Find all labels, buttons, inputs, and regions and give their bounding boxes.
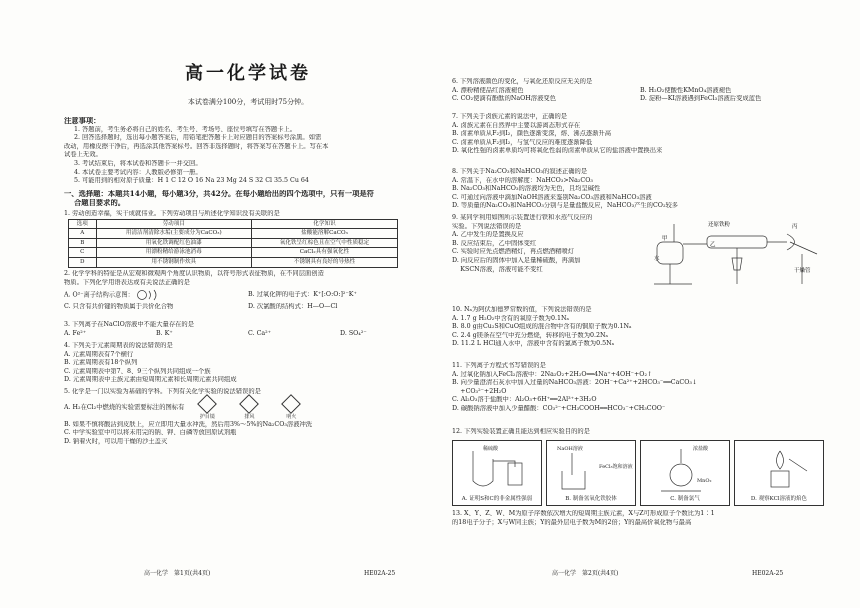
option-d: D. 钠着火时，可以用干燥的沙土盖灭	[64, 437, 168, 445]
option-a: A. 常温下，在水中的溶解度：NaHCO₃>Na₂CO₃	[452, 176, 593, 184]
footer-page-label: 高一化学 第2页(共4页)	[552, 570, 619, 577]
apparatus-a-drawing	[453, 441, 543, 497]
question-1	[64, 210, 432, 268]
question-12	[452, 428, 828, 437]
option-a: A. H₂在Cl₂中燃烧的实验需要标注的图标有	[64, 404, 185, 412]
option-row	[452, 87, 828, 96]
question-13	[452, 510, 828, 527]
option-row	[64, 303, 432, 312]
question-stem: 1. 劳动创造幸福，实干成就伟业。下列劳动项目与所述化学知识没有关联的是	[64, 210, 280, 217]
option-b: B. 如果不慎将酸沾到皮肤上，应立即用大量水冲洗，然后用3%～5%的Na₂CO₃溶液冲洗	[64, 420, 313, 428]
apparatus-d-drawing	[735, 441, 825, 497]
question-6	[452, 78, 828, 104]
question-4	[64, 342, 432, 385]
option-row	[452, 95, 828, 104]
option-d: D. 11.2 L HCl通入水中，溶液中含有的氯离子数为0.5Nₐ	[452, 340, 615, 348]
option-a: A. 漂粉精使品红溶液褪色	[452, 86, 524, 94]
notice-line: 改动，用橡皮擦干净后，再选涂其他答案标号。回答非选择题时，将答案写在答题卡上。写在本	[64, 142, 329, 150]
figure-c	[640, 440, 730, 506]
table-cell: B	[69, 238, 97, 248]
option-d: D. 元素周期表中主族元素由短周期元素和长周期元素共同组成	[64, 376, 237, 384]
figure-caption: C. 制备氯气	[670, 496, 700, 503]
option-row	[64, 287, 432, 303]
option-d: D. 次氯酸的结构式：H—O—Cl	[248, 303, 338, 311]
option-a: A. 卤族元素在自然界中主要以游离态形式存在	[452, 121, 581, 129]
table-header: 选项	[69, 219, 97, 229]
question-stem: 实验。下列说法错误的是	[452, 222, 522, 230]
option-b: B. 向少量澄清石灰水中加入过量的NaHCO₃溶液：2OH⁻+Ca²⁺+2HCO₃⁻══CaCO₃↓	[452, 379, 698, 387]
ion-structure-diagram	[136, 289, 164, 301]
label-bing: 丙	[792, 224, 798, 230]
option-b: B. 卤素单质从F₂到I₂，颜色逐渐变深，熔、沸点逐渐升高	[452, 130, 612, 138]
notice-heading: 注意事项：	[64, 117, 101, 125]
notice-line: 5. 可能用到的相对原子质量：H 1 C 12 O 16 Na 23 Mg 24 S 32 Cl 35.5 Cu 64	[74, 177, 309, 185]
question-7	[452, 113, 828, 156]
question-11	[452, 362, 828, 414]
option-b: B. K⁺	[156, 329, 173, 337]
table-cell: 盐酸能溶解CaCO₃	[252, 229, 398, 239]
question-stem: 10. Nₐ为阿伏加德罗常数的值，下列说法错误的是	[452, 306, 592, 313]
table-cell: 氧化铁呈红棕色且在空气中性质稳定	[252, 238, 398, 248]
ventilation-icon	[228, 395, 270, 422]
icon-label: 明火	[286, 414, 297, 421]
question-stem: 的18电子分子；X与W同主族；Y的最外层电子数为M的2倍；Y的最高价氧化物与最高	[452, 518, 692, 526]
option-b: B. 过氧化钾的电子式：K⁺[:O:O:]²⁻K⁺	[248, 290, 357, 298]
question-stem: 2. 化学学科的特征是从宏观和微观两个角度认识物质，以符号形式表征物质，在不同层面创造	[64, 270, 324, 277]
option-a: A. Fe²⁺	[64, 329, 87, 337]
section-line: 一、选择题：本题共14小题，每小题3分，共42分。在每小题给出的四个选项中，只有一项是符	[64, 190, 374, 198]
notice-block	[64, 117, 432, 186]
label-jia: 甲	[662, 236, 668, 242]
table-header: 化学知识	[252, 219, 398, 229]
fig-label: 浓盐酸	[693, 446, 709, 452]
option-c: C. 可通过向溶液中滴加NaOH溶液来鉴别Na₂CO₃溶液和NaHCO₃溶液	[452, 193, 652, 201]
table-cell: C	[69, 248, 97, 258]
left-column	[64, 0, 432, 608]
table-row	[69, 238, 398, 248]
option-d: D. 淀粉—KI溶液遇到FeCl₃溶液后变成蓝色	[640, 95, 762, 103]
page-subtitle: 本试卷满分100分，考试用时75分钟。	[187, 98, 309, 106]
icon-label: 排风	[244, 414, 255, 421]
table-cell: 不锈钢具有良好的导热性	[252, 257, 398, 267]
icon-label: 护目镜	[199, 414, 215, 421]
figure-caption: D. 观察KCl溶液的焰色	[750, 496, 808, 503]
table-cell: A	[69, 229, 97, 239]
option-c: C. Al₂O₃溶于盐酸中：Al₂O₃+6H⁺══2Al³⁺+3H₂O	[452, 396, 597, 404]
section-line: 合题目要求的。	[74, 198, 126, 207]
option-a: A. 1.7 g H₂O₂中含有的氧原子数为0.1Nₐ	[452, 314, 569, 322]
option-b: B. Na₂CO₃和NaHCO₃的溶液均为无色，且均呈碱性	[452, 185, 601, 193]
option-b: B. 8.0 g由Cu₂S和CuO组成的混合物中含有的铜原子数为0.1Nₐ	[452, 323, 632, 331]
option-c: C. 元素周期表中第7、8、9三个纵列共同组成一个族	[64, 367, 211, 375]
option-c: C. 中学实验室中可以将未用完的钠、钾、白磷等放回原试剂瓶	[64, 429, 237, 437]
option-c: C. 卤素单质从F₂到I₂，与氢气反应的难度逐渐降低	[452, 138, 593, 146]
notice-line: 3. 考试结束后，将本试卷和答题卡一并交回。	[74, 159, 202, 167]
apparatus-drawing	[652, 214, 822, 288]
footer-page-label: 高一化学 第1页(共4页)	[144, 570, 211, 577]
table-header: 劳动项目	[96, 219, 251, 229]
option-c: C. 实验时应先点燃酒精灯，再点燃酒精喷灯	[452, 248, 574, 256]
option-a: A. 过氧化钠加入FeCl₂溶液中：2Na₂O₂+2H₂O══4Na⁺+4OH⁻+O₂↑	[452, 370, 653, 378]
table-row	[69, 229, 398, 239]
figure-a	[452, 440, 542, 506]
option-b: B. 反应结束后，乙中固体变红	[452, 239, 537, 247]
question-stem: 12. 下列实验装置正确且能达到相应实验目的的是	[452, 428, 590, 435]
table-cell: 用漂粉精给游泳池消毒	[96, 248, 251, 258]
notice-line: 2. 回答选择题时，选出每小题答案后，用铅笔把答题卡上对应题目的答案标号涂黑。如需	[74, 134, 322, 142]
option-d: D. SO₄²⁻	[340, 329, 367, 337]
option-d: D. 碳酸钠溶液中加入少量醋酸：CO₃²⁻+CH₃COOH══HCO₃⁻+CH₃COO⁻	[452, 404, 666, 412]
notice-line: 试卷上无效。	[64, 151, 102, 159]
notice-line: 1. 答题前，考生务必将自己的姓名、考生号、考场号、座位号填写在答题卡上。	[74, 125, 297, 133]
footer-code: HE02A-25	[364, 570, 396, 577]
question-stem: 5. 化学是一门以实验为基础的学科。下列有关化学实验的说法错误的是	[64, 388, 261, 395]
question-8	[452, 168, 828, 211]
fig-label: NaOH溶液	[557, 446, 583, 452]
option-c: C. 2.4 g镁条在空气中充分燃烧，转移的电子数为0.2Nₐ	[452, 331, 608, 339]
question-3	[64, 321, 432, 338]
option-c: C. CO₂使滴有酚酞的NaOH溶液变色	[452, 95, 556, 103]
question-2	[64, 270, 432, 312]
flame-icon	[270, 395, 312, 422]
question-stem: 7. 下列关于卤族元素的说法中，正确的是	[452, 113, 568, 120]
question-stem: 11. 下列离子方程式书写错误的是	[452, 362, 546, 369]
table-cell: 用氧化铁调配红色油漆	[96, 238, 251, 248]
question-9	[452, 214, 652, 274]
question-stem: 3. 下列离子在NaClO溶液中不能大量存在的是	[64, 321, 195, 328]
table-row	[69, 257, 398, 267]
question-stem: 8. 下列关于Na₂CO₃和NaHCO₃的叙述正确的是	[452, 168, 588, 175]
option-c: C. Ca²⁺	[248, 329, 272, 337]
label-water: 水	[654, 256, 660, 262]
option-d: D. 等质量的Na₂CO₃和NaHCO₃分别与足量盐酸反应，NaHCO₃产生的CO₂较多	[452, 202, 679, 210]
apparatus-c-drawing	[641, 441, 731, 497]
footer-code: HE02A-25	[752, 570, 784, 577]
section-heading	[64, 190, 432, 207]
page-title: 高一化学试卷	[185, 63, 311, 84]
table-cell: 用清洁剂清除水垢(主要成分为CaCO₃)	[96, 229, 251, 239]
notice-line: 4. 本试卷主要考试内容：人教版必修第一册。	[74, 168, 202, 176]
figure-caption: A. 证明S和C的非金属性强弱	[461, 496, 533, 503]
question-10	[452, 306, 828, 349]
label-yi: 乙	[710, 242, 716, 248]
option-a	[64, 289, 248, 301]
question-5	[64, 388, 432, 446]
goggles-icon	[186, 395, 228, 422]
question-stem: 9. 某同学利用如图所示装置进行铁和水蒸气反应的	[452, 214, 593, 221]
table-cell: CaCl₂具有强氧化性	[252, 248, 398, 258]
figure-d	[734, 440, 824, 506]
option-b: B. H₂O₂使酸性KMnO₄溶液褪色	[640, 86, 732, 94]
question-stem: 物质。下列化学用语表达或有关说法正确的是	[64, 278, 190, 286]
question-stem: 13. X、Y、Z、W、M为原子序数依次增大的短周期主族元素，X与Z可形成原子个数比为1∶1	[452, 510, 715, 517]
option-a: A. 乙中发生的是置换反应	[452, 231, 524, 239]
table-header-row	[69, 219, 398, 229]
option-c: C. 只含有共价键的物质属于共价化合物	[64, 303, 174, 311]
table-row	[69, 248, 398, 258]
option-b: B. 元素周期表有18个纵列	[64, 359, 138, 367]
option-a-row	[64, 397, 432, 421]
q9-apparatus-diagram	[652, 214, 822, 288]
q1-table	[68, 219, 398, 268]
label-drying-tube: 干燥管	[794, 268, 811, 274]
question-stem: 6. 下列溶液颜色的变化，与氧化还原反应无关的是	[452, 78, 593, 85]
fig-label: 稀硫酸	[483, 446, 499, 452]
figure-caption: B. 制备氢氧化铁胶体	[565, 496, 617, 503]
option-text: A. O²⁻离子结构示意图：	[64, 291, 134, 299]
option-d: D. 氧化性强的卤素单质均可将氧化性弱的卤素单质从它的盐溶液中置换出来	[452, 147, 663, 155]
right-column	[452, 0, 828, 608]
option-d-cont: KSCN溶液，溶液可能不变红	[452, 265, 543, 273]
figure-b	[546, 440, 636, 506]
question-stem: 4. 下列关于元素周期表的说法错误的是	[64, 342, 173, 349]
label-iron: 还原铁粉	[708, 222, 731, 228]
fig-label: FeCl₃饱和溶液	[599, 464, 633, 470]
apparatus-b-drawing	[547, 441, 637, 497]
fig-label: MnO₂	[697, 478, 712, 484]
option-d: D. 向反应后的固体中加入足量稀硫酸，再滴加	[452, 256, 581, 264]
option-a: A. 元素周期表有7个横行	[64, 350, 134, 358]
option-b-cont: +CO₃²⁻+2H₂O	[452, 387, 507, 395]
option-row	[64, 330, 432, 339]
table-cell: D	[69, 257, 97, 267]
table-cell: 用不锈钢制作炊具	[96, 257, 251, 267]
